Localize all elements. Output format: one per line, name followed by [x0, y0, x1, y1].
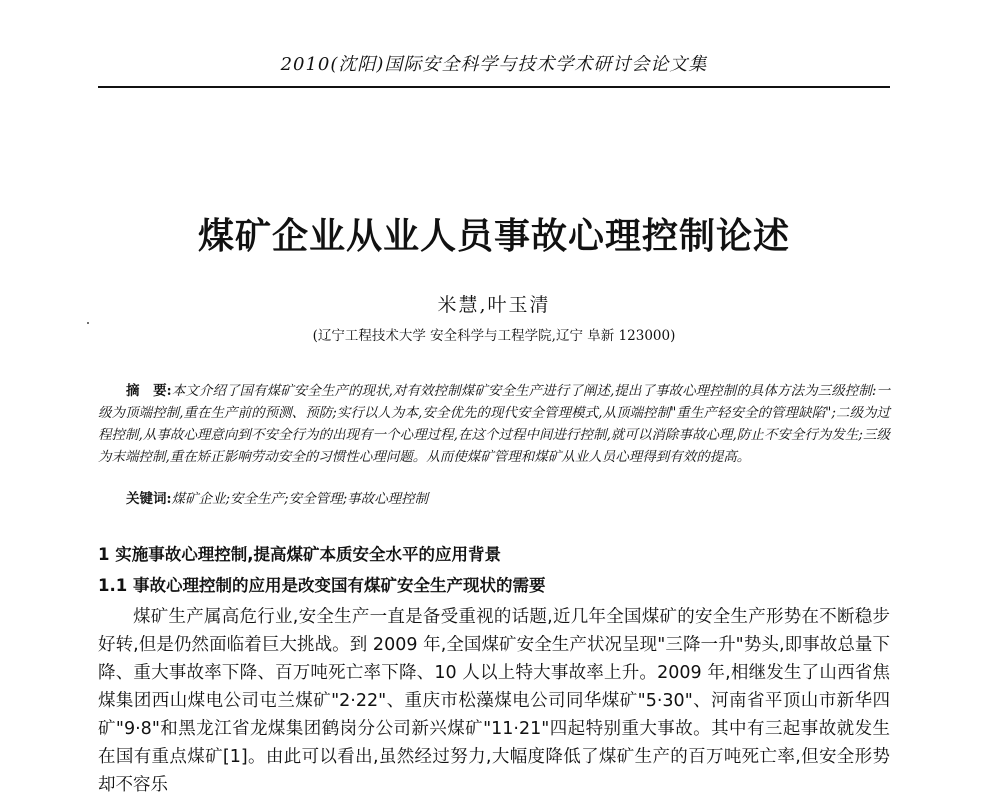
body-paragraph: 煤矿生产属高危行业,安全生产一直是备受重视的话题,近几年全国煤矿的安全生产形势在不断稳步好转,但是仍然面临着巨大挑战。到 2009 年,全国煤矿安全生产状况呈现"三降一升"势头,即事故总量下降、重大事故率下降、百万吨死亡率下降、10 人以上特大事故率上升。2009 年,相继发生了山西省焦煤集团西山煤电公司屯兰煤矿"2·22"、重庆市松藻煤电公司同华煤矿"5·30"、河南省平顶山市新华四矿"9·8"和黑龙江省龙煤集团鹤岗分公司新兴煤矿"11·21"四起特别重大事故。其中有三起事故就发生在国有重点煤矿[1]。由此可以看出,虽然经过努力,大幅度降低了煤矿生产的百万吨死亡率,但安全形势却不容乐	[98, 607, 890, 795]
affiliation: (辽宁工程技术大学 安全科学与工程学院,辽宁 阜新 123000)	[312, 328, 676, 344]
abstract	[98, 380, 890, 468]
running-header: 2010(沈阳)国际安全科学与技术学术研讨会论文集	[280, 54, 708, 75]
scan-speck	[87, 322, 89, 324]
paper-title: 煤矿企业从业人员事故心理控制论述	[197, 216, 790, 257]
keywords	[126, 488, 886, 510]
authors: 米慧,叶玉清	[437, 294, 551, 316]
keywords-label: 关键词:	[126, 491, 172, 507]
section-heading-1-1: 1.1 事故心理控制的应用是改变国有煤矿安全生产现状的需要	[98, 576, 546, 595]
abstract-text: 本文介绍了国有煤矿安全生产的现状,对有效控制煤矿安全生产进行了阐述,提出了事故心理控制的具体方法为三级控制:一级为顶端控制,重在生产前的预测、预防;实行以人为本,安全优先的现代安全管理模式,从顶端控制"重生产轻安全的管理缺陷";二级为过程控制,从事故心理意向到不安全行为的出现有一个心理过程,在这个过程中间进行控制,就可以消除事故心理,防止不安全行为发生;三级为末端控制,重在矫正影响劳动安全的习惯性心理问题。从而使煤矿管理和煤矿从业人员心理得到有效的提高。	[98, 383, 891, 465]
section-heading-1: 1 实施事故心理控制,提高煤矿本质安全水平的应用背景	[98, 545, 501, 564]
keywords-text: 煤矿企业;安全生产;安全管理;事故心理控制	[171, 491, 429, 507]
header-rule	[98, 86, 890, 88]
abstract-label: 摘 要:	[126, 383, 172, 399]
